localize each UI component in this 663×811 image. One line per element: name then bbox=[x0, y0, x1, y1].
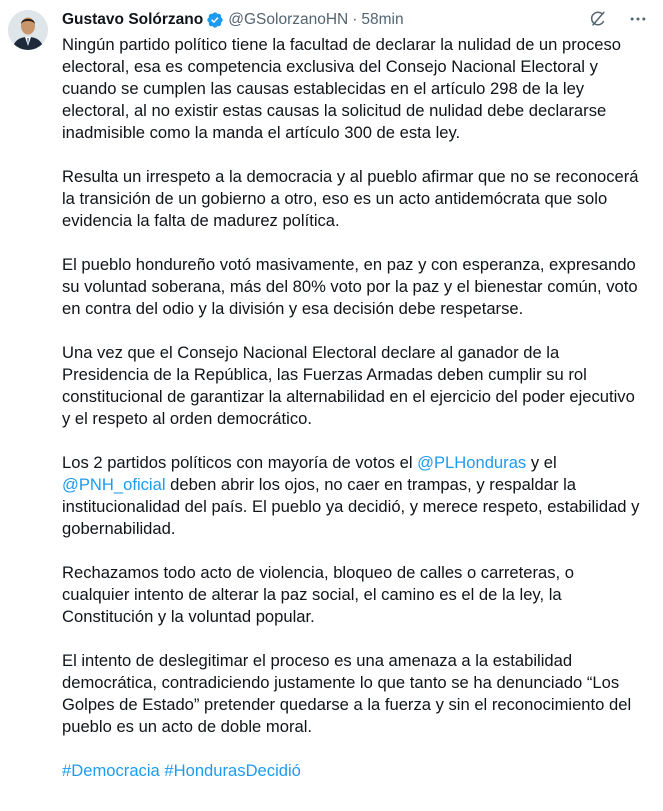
paragraph-7: El intento de deslegitimar el proceso es una amenaza a la estabilidad democrática, contradiciendo justamente lo que tanto se ha denunciado “Los Golpes de Estado” pretender quedarse a la fuerza y sin el reconocimiento del pueblo es un acto de doble moral. bbox=[62, 651, 632, 736]
paragraph-3: El pueblo hondureño votó masivamente, en paz y con esperanza, expresando su voluntad soberana, más del 80% voto por la paz y el bienestar común, voto en contra del odio y la división y esa decisión debe respetarse. bbox=[62, 255, 638, 318]
tweet-actions bbox=[587, 8, 649, 30]
avatar-image bbox=[8, 10, 48, 50]
more-icon[interactable] bbox=[627, 8, 649, 30]
grok-icon[interactable] bbox=[587, 8, 609, 30]
tweet-header bbox=[62, 9, 404, 31]
paragraph-5-text-a: Los 2 partidos políticos con mayoría de votos el bbox=[62, 453, 418, 472]
tweet-text bbox=[62, 34, 642, 804]
header-separator: · bbox=[352, 11, 358, 28]
paragraph-1: Ningún partido político tiene la facultad de declarar la nulidad de un proceso electoral, esa es competencia exclusiva del Consejo Nacional Electoral y cuando se cumplen las causas establecidas en el artículo 298 de la ley electoral, al no existir estas causas la solicitud de nulidad debe declararse inadmisible como la manda el artículo 300 de esta ley. bbox=[62, 35, 622, 142]
verified-badge-icon bbox=[206, 11, 224, 29]
paragraph-6: Rechazamos todo acto de violencia, bloqueo de calles o carreteras, o cualquier intento de alterar la paz social, el camino es el de la ley, la Constitución y la voluntad popular. bbox=[62, 563, 574, 626]
paragraph-5-text-c: deben abrir los ojos, no caer en trampas, y respaldar la institucionalidad del país. El pueblo ya decidió, y merece respeto, estabilidad y gobernabilidad. bbox=[62, 475, 640, 538]
avatar[interactable] bbox=[8, 10, 48, 50]
mention-pnh-oficial[interactable]: @PNH_oficial bbox=[62, 475, 166, 494]
paragraph-2: Resulta un irrespeto a la democracia y al pueblo afirmar que no se reconocerá la transición de un gobierno a otro, eso es un acto antidemócrata que solo evidencia la falta de madurez política. bbox=[62, 167, 639, 230]
paragraph-5 bbox=[62, 452, 642, 540]
tweet-timestamp[interactable]: 58min bbox=[361, 11, 404, 28]
author-display-name[interactable]: Gustavo Solórzano bbox=[62, 11, 204, 28]
hashtag-democracia[interactable]: #Democracia bbox=[62, 761, 160, 780]
mention-plhonduras[interactable]: @PLHonduras bbox=[417, 453, 527, 472]
hashtags bbox=[62, 760, 642, 782]
paragraph-5-text-b: y el bbox=[526, 453, 557, 472]
author-handle[interactable]: @GSolorzanoHN bbox=[228, 11, 349, 28]
hashtag-hondurasdecidio[interactable]: #HondurasDecidió bbox=[164, 761, 301, 780]
paragraph-4: Una vez que el Consejo Nacional Electoral declare al ganador de la Presidencia de la República, las Fuerzas Armadas deben cumplir su rol constitucional de garantizar la alternabilidad en el ejercicio del poder ejecutivo y el respeto al orden democrático. bbox=[62, 343, 635, 428]
